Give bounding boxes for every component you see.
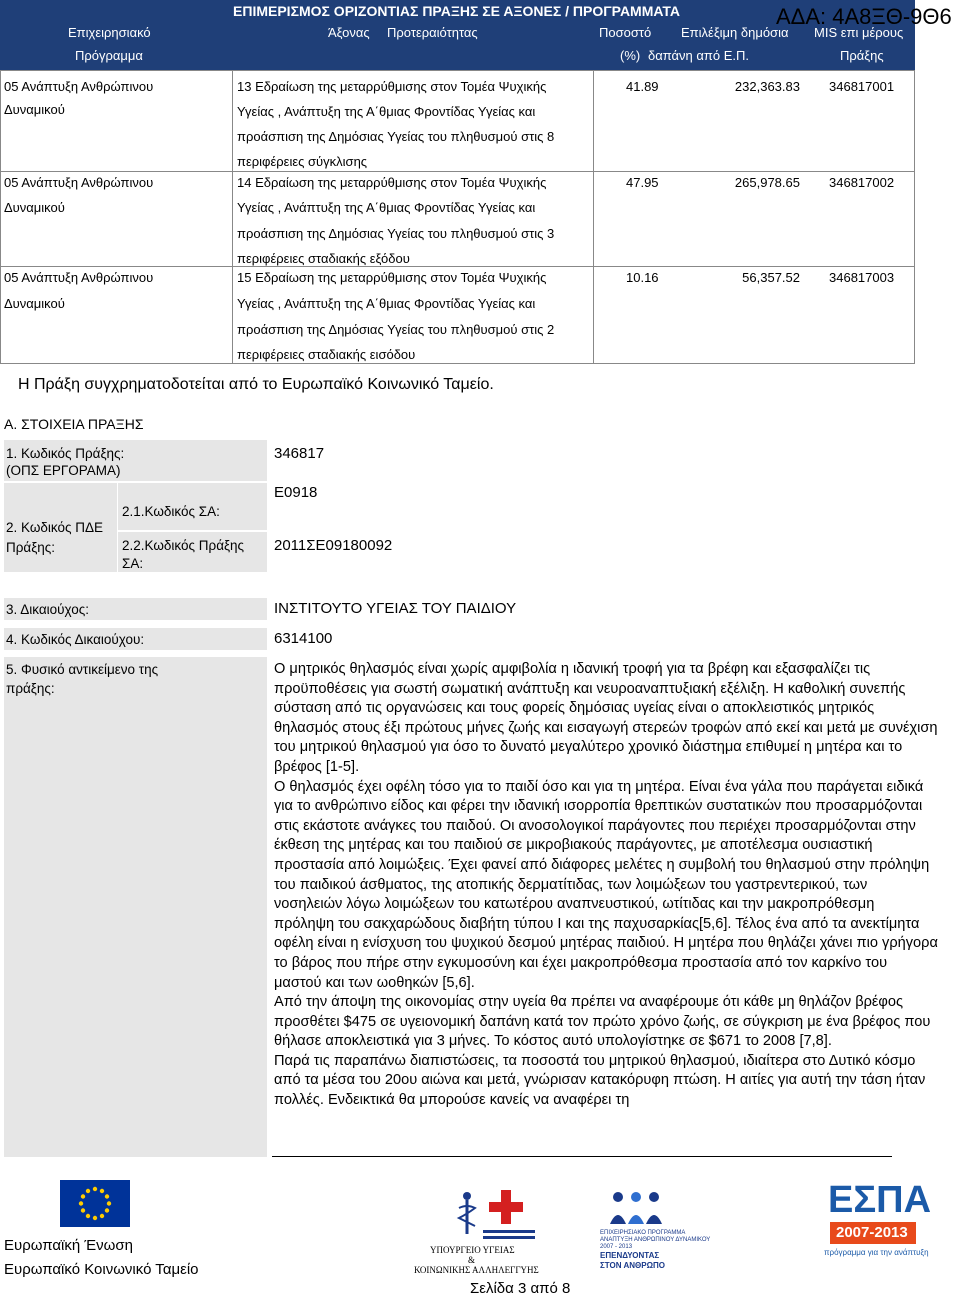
row-pct: 41.89 — [626, 79, 659, 94]
espa-tagline: πρόγραμμα για την ανάπτυξη — [824, 1248, 929, 1257]
row-mis: 346817002 — [829, 175, 895, 190]
row-axis-3: προάσπιση της Δημόσιας Υγείας του πληθυσμού στις 3 — [237, 226, 555, 241]
field-label-bg — [4, 657, 267, 1157]
op-period: 2007 - 2013 — [600, 1244, 633, 1250]
col-program-label-2: Πρόγραμμα — [75, 48, 143, 63]
op-slogan: ΕΠΕΝΔΥΟΝΤΑΣ — [600, 1251, 660, 1260]
ministry-amp: & — [468, 1255, 476, 1265]
beneficiary-code-value: 6314100 — [274, 630, 333, 647]
row-mis: 346817003 — [829, 270, 895, 285]
table-line — [0, 70, 1, 363]
eu-label: Ευρωπαϊκή Ένωση — [4, 1237, 133, 1254]
text-underline — [272, 1156, 892, 1157]
op-slogan-2: ΣΤΟΝ ΑΝΘΡΩΠΟ — [600, 1261, 665, 1270]
beneficiary-code-label: 4. Κωδικός Δικαιούχου: — [6, 632, 145, 647]
body-paragraph: Παρά τις παραπάνω διαπιστώσεις, τα ποσοστά του μητρικού θηλασμού, ιδιαίτερα στο Δυτικό κόσμο από τα μέσα του 20ου αιώνα και μετά, γνώρισαν κατακόρυφη πτώση. Η αιτίες για αυτή την τάση ήταν πολλές. Ενδεικτικά θα μπορούσε κανείς να αναφέρει τη — [274, 1052, 926, 1109]
row-mis: 346817001 — [829, 79, 895, 94]
row-axis: 15 Εδραίωση της μεταρρύθμισης στον Τομέα Ψυχικής — [237, 270, 547, 285]
ministry-name-2: ΚΟΙΝΩΝΙΚΗΣ ΑΛΛΗΛΕΓΓΥΗΣ — [414, 1265, 539, 1275]
row-program: 05 Ανάπτυξη Ανθρώπινου — [4, 175, 154, 190]
table-line — [914, 70, 915, 363]
col-cost-label-2: δαπάνη από Ε.Π. — [648, 48, 750, 63]
row-cost: 265,978.65 — [734, 175, 800, 190]
table-line — [0, 171, 915, 172]
col-pct-label: Ποσοστό — [599, 25, 652, 40]
page-number: Σελίδα 3 από 8 — [470, 1280, 571, 1297]
col-mis-label-2: Πράξης — [840, 48, 884, 63]
row-cost: 56,357.52 — [742, 270, 800, 285]
col-pct-label-2: (%) — [620, 48, 641, 63]
row-pct: 47.95 — [626, 175, 659, 190]
table-line — [593, 70, 594, 363]
ada-code: ΑΔΑ: 4Α8ΞΘ-9Θ6 — [776, 4, 952, 29]
col-program-label: Επιχειρησιακό — [68, 25, 151, 40]
row-pct: 10.16 — [626, 270, 659, 285]
eu-flag-icon — [60, 1180, 130, 1227]
code-label-2: (ΟΠΣ ΕΡΓΟΡΑΜΑ) — [6, 463, 121, 478]
row-cost: 232,363.83 — [734, 79, 800, 94]
sa-project-label-2: ΣΑ: — [122, 556, 144, 571]
op-name: ΕΠΙΧΕΙΡΗΣΙΑΚΟ ΠΡΟΓΡΑΜΜΑ — [600, 1230, 686, 1236]
row-program-2: Δυναμικού — [4, 296, 65, 311]
table-line — [0, 266, 915, 267]
beneficiary-value: ΙΝΣΤΙΤΟΥΤΟ ΥΓΕΙΑΣ ΤΟΥ ΠΑΙΔΙΟΥ — [274, 600, 517, 617]
row-axis-4: περιφέρειες σταδιακής εξόδου — [237, 251, 410, 266]
col-priority-label: Προτεραιότητας — [387, 25, 478, 40]
row-axis: 14 Εδραίωση της μεταρρύθμισης στον Τομέα Ψυχικής — [237, 175, 547, 190]
pde-label: 2. Κωδικός ΠΔΕ — [6, 520, 104, 535]
code-value: 346817 — [274, 445, 325, 462]
sa-code-label: 2.1.Κωδικός ΣΑ: — [122, 504, 220, 519]
body-paragraph: Από την άποψη της οικονομίας στην υγεία θα πρέπει να αναφέρουμε ότι κάθε μη θηλάζον βρέφος προσθέτει $475 σε υγειονομική δαπάνη κατά τον πρώτο χρόνο ζωής, σε σύγκριση με ένα βρέφος που θήλασε αποκλειστικά για 3 μήνες. Το κόστος αυτό υπολογίστηκε σε $671 το 2008 [7,8]. — [274, 994, 931, 1050]
row-axis-2: Υγείας , Ανάπτυξη της Α΄θμιας Φροντίδας Υγείας και — [237, 200, 536, 215]
op-name-2: ΑΝΑΠΤΥΞΗ ΑΝΘΡΩΠΙΝΟΥ ΔΥΝΑΜΙΚΟΥ — [600, 1237, 711, 1243]
section-heading: Α. ΣΤΟΙΧΕΙΑ ΠΡΑΞΗΣ — [4, 416, 144, 432]
table-line — [232, 70, 233, 363]
row-program-2: Δυναμικού — [4, 200, 65, 215]
espa-logo: ΕΣΠΑ — [828, 1179, 932, 1221]
sa-project-value: 2011ΣΕ09180092 — [274, 537, 393, 554]
col-mis-label: MIS επι μέρους — [814, 25, 904, 40]
row-axis: 13 Εδραίωση της μεταρρύθμισης στον Τομέα Ψυχικής — [237, 79, 547, 94]
pde-label-2: Πράξης: — [6, 540, 56, 555]
row-program: 05 Ανάπτυξη Ανθρώπινου — [4, 79, 154, 94]
code-label: 1. Κωδικός Πράξης: — [6, 446, 125, 461]
op-human-logo-icon — [606, 1188, 672, 1226]
body-paragraph: Ο θηλασμός έχει οφέλη τόσο για το παιδί όσο και για τη μητέρα. Είναι ένα γάλα που παράγεται ειδικά για το ανθρώπινο είδος και φέρει την ιδανική ισορροπία θρεπτικών συστατικών που προσαρμόζονται στις εκάστοτε ανάγκες του παιδού. Οι ανοσολογικοί παράγοντες που περιέχει προσαρμόζονται στην έκθεση της μητέρας και του παιδιού σε μικροβιακούς παράγοντες, με αποτέλεσμα ουσιαστική προστασία από λοιμώξεις. Έχει φανεί από διάφορες μελέτες η συμβολή του θηλασμού στην πρόληψη του παιδικού άσθματος, της ατοπικής δερματίτιδας, των λοιμώξεων του γαστρεντερικού, των νοσηλειών λόγω λοιμώξεων του κατωτέρου αναπνευστικού, ωτίτιδας και την μακροπρόθεσμη πρόληψη του σακχαρώδους διαβήτη τύπου Ι και της παχυσαρκίας[5,6]. Τέλος ένα από τα ανεκτίμητα οφέλη είναι η ενίσχυση του ψυχικού δεσμού μητέρας παιδιού. Η μητέρα που θηλάζει χάνει πιο γρήγορα το βάρος που πήρε στην εγκυμοσύνη και έχει μακροπρόθεσμα προστασία από τον καρκίνο του μαστού και των ωοθηκών [5,6]. — [274, 778, 938, 991]
col-cost-label: Επιλέξιμη δημόσια — [681, 25, 789, 40]
ministry-name: ΥΠΟΥΡΓΕΙΟ ΥΓΕΙΑΣ — [430, 1245, 515, 1255]
row-axis-3: προάσπιση της Δημόσιας Υγείας του πληθυσμού στις 8 — [237, 129, 555, 144]
esf-label: Ευρωπαϊκό Κοινωνικό Ταμείο — [4, 1261, 199, 1278]
row-program: 05 Ανάπτυξη Ανθρώπινου — [4, 270, 154, 285]
espa-period: 2007-2013 — [836, 1224, 908, 1241]
page-title: ΕΠΙΜΕΡΙΣΜΟΣ ΟΡΙΖΟΝΤΙΑΣ ΠΡΑΞΗΣ ΣΕ ΑΞΟΝΕΣ / ΠΡΟΓΡΑΜΜΑΤΑ — [233, 3, 680, 19]
table-line — [0, 363, 915, 364]
row-axis-4: περιφέρειες σταδιακής εισόδου — [237, 347, 416, 362]
row-axis-2: Υγείας , Ανάπτυξη της Α΄θμιας Φροντίδας Υγείας και — [237, 296, 536, 311]
row-axis-4: περιφέρειες σύγκλισης — [237, 154, 368, 169]
col-axis-label: Άξονας — [328, 25, 370, 40]
cofinancing-statement: Η Πράξη συγχρηματοδοτείται από το Ευρωπαϊκό Κοινωνικό Ταμείο. — [18, 376, 494, 393]
sa-project-label: 2.2.Κωδικός Πράξης — [122, 538, 245, 553]
row-axis-2: Υγείας , Ανάπτυξη της Α΄θμιας Φροντίδας Υγείας και — [237, 104, 536, 119]
sa-code-value: Ε0918 — [274, 484, 318, 501]
object-label: 5. Φυσικό αντικείμενο της — [6, 662, 159, 677]
beneficiary-label: 3. Δικαιούχος: — [6, 602, 90, 617]
body-paragraph: Ο μητρικός θηλασμός είναι χωρίς αμφιβολία η ιδανική τροφή για τα βρέφη και εξασφαλίζει τις προϋποθέσεις για σωστή σωματική ανάπτυξη και νευροαναπτυξιακή εξέλιξη. Η καθολική συνεπής σύσταση από τις οργανώσεις και τους φορείς δημόσιας υγείας είναι ο αποκλειστικός μητρικός θηλασμός στους έξι πρώτους μήνες ζωής και εισαγωγή στερεών τροφών από εκεί και μετά με συνέχιση του μητρικού θηλασμού για όσο το δυνατό μεγαλύτερο χρονικό διάστημα επιθυμεί η μητέρα και το βρέφος [1-5]. — [274, 661, 938, 775]
row-axis-3: προάσπιση της Δημόσιας Υγείας του πληθυσμού στις 2 — [237, 322, 555, 337]
object-description — [274, 660, 938, 1111]
row-program-2: Δυναμικού — [4, 102, 65, 117]
ministry-logo-icon — [445, 1186, 541, 1242]
table-line — [0, 70, 915, 71]
object-label-2: πράξης: — [6, 681, 55, 696]
